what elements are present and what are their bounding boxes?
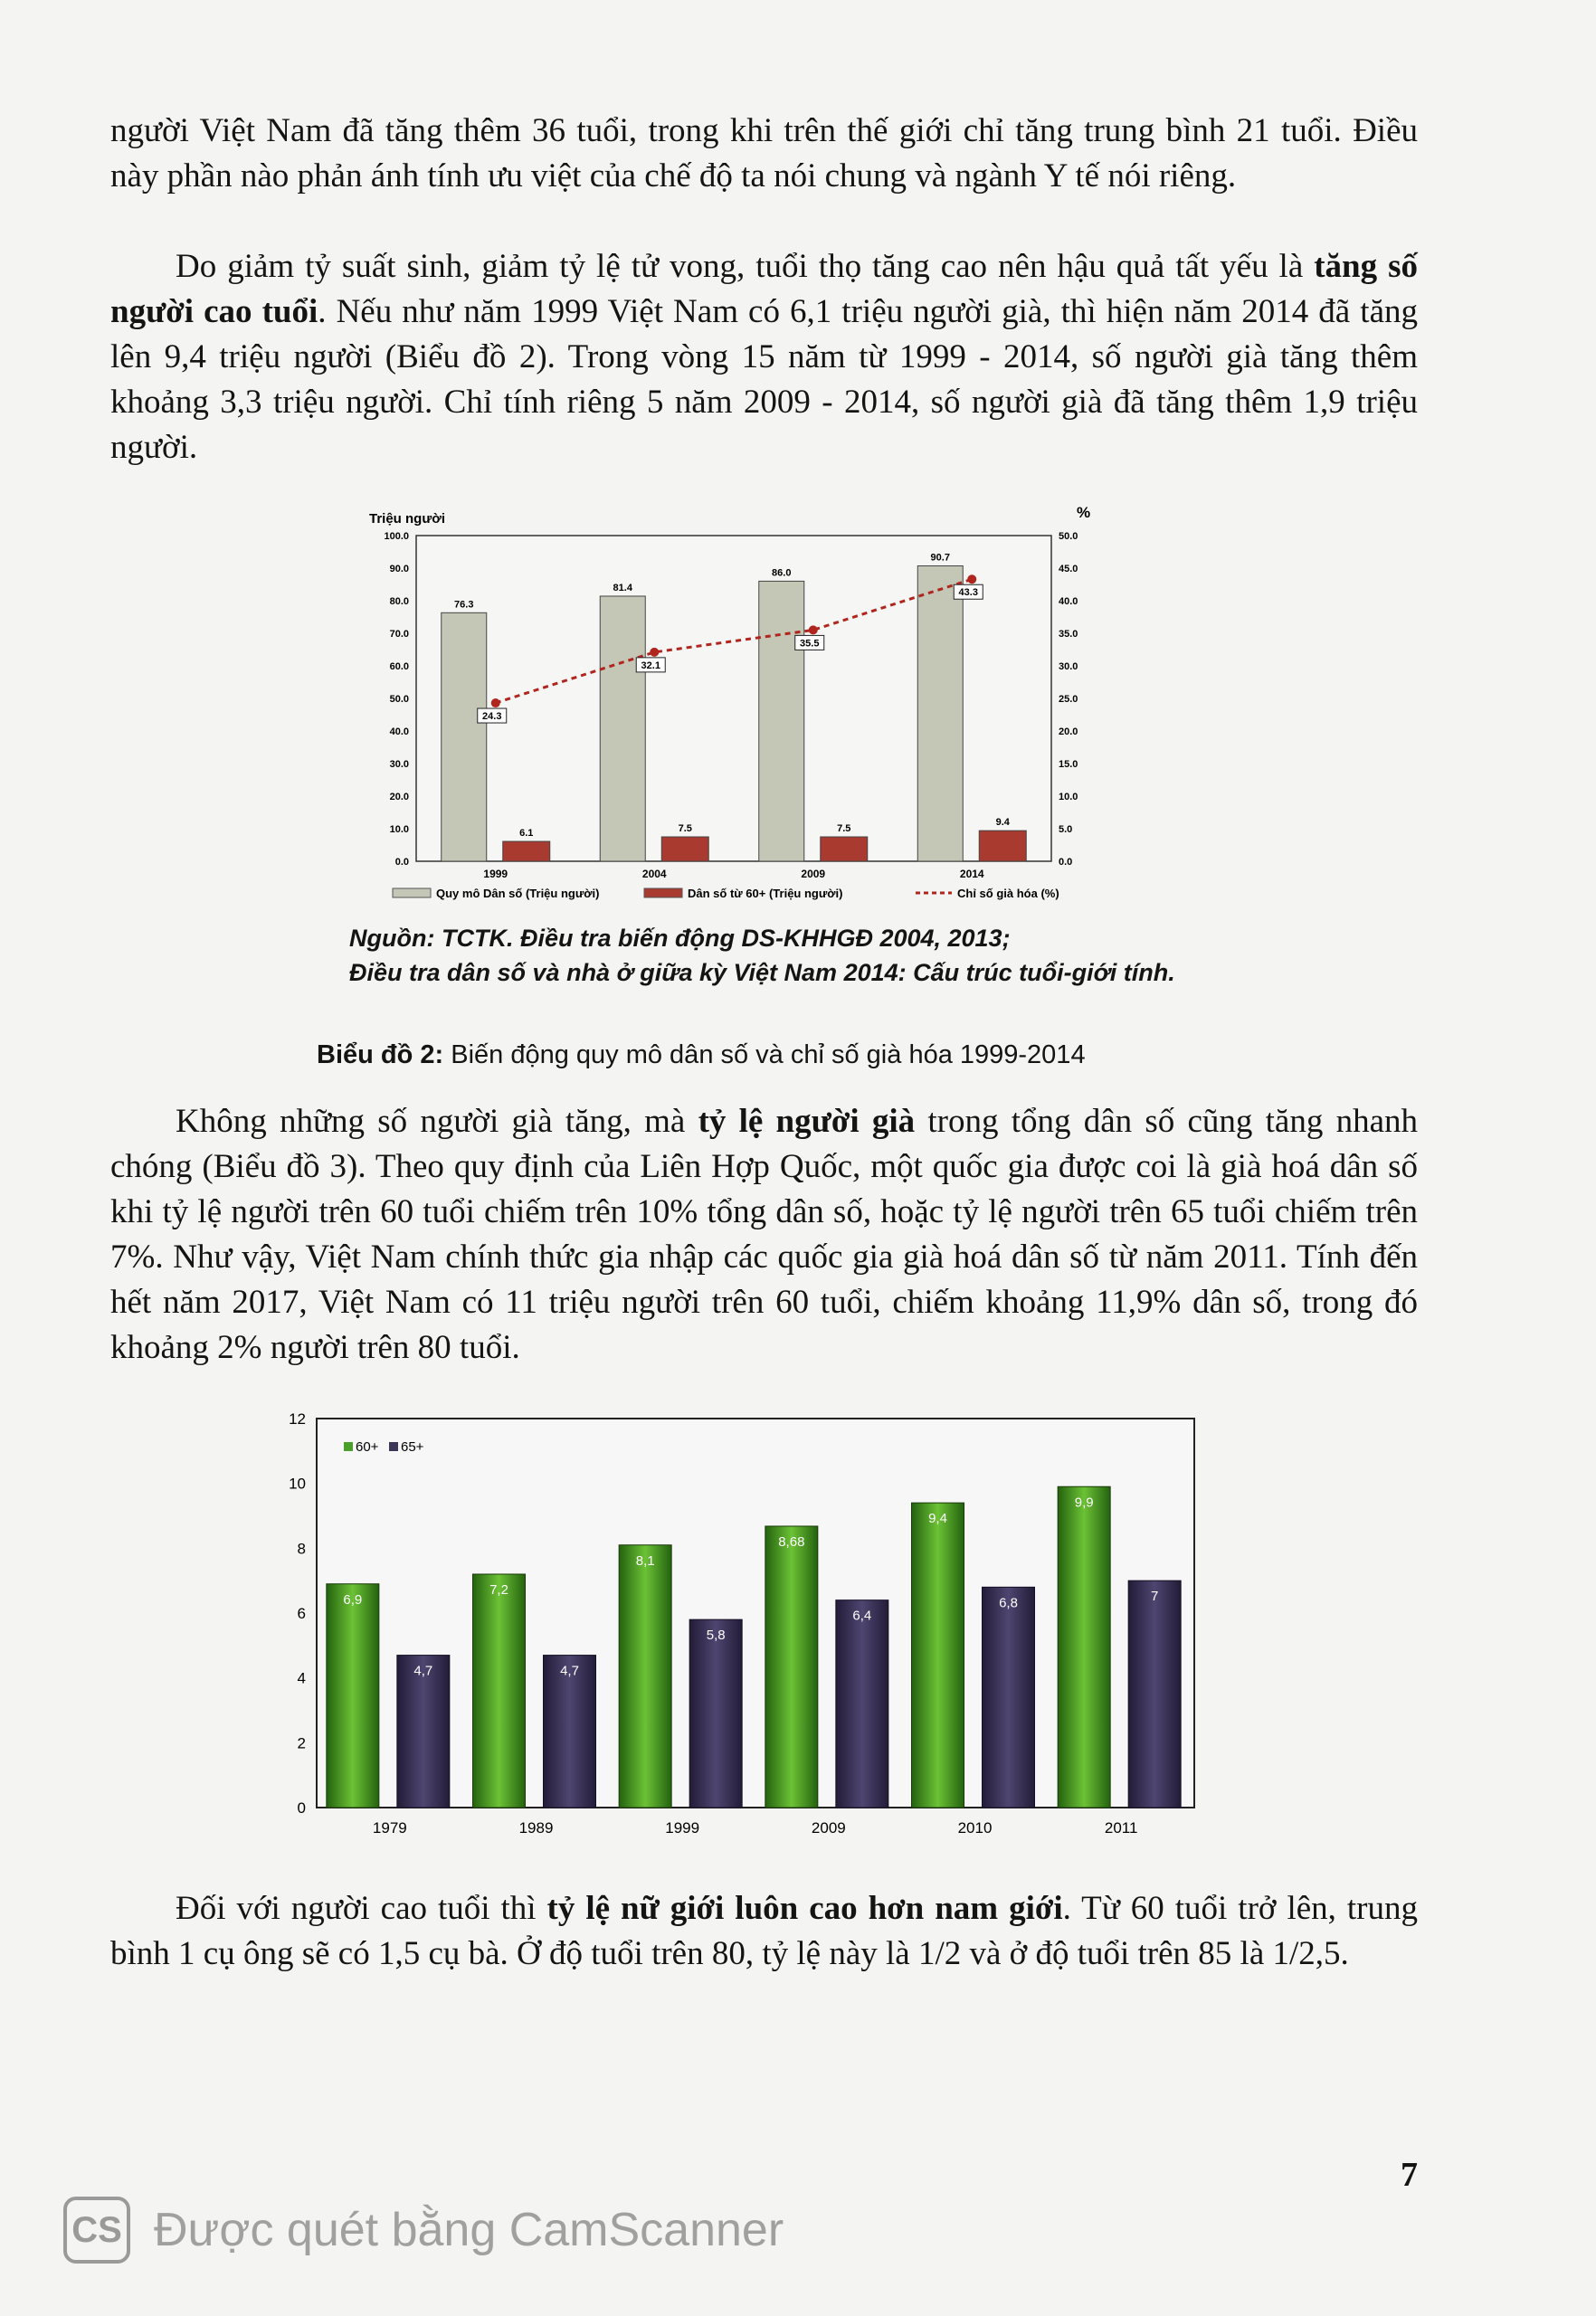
legend-swatch-elderly — [644, 888, 682, 897]
chart1-ytick-label: 70.0 — [389, 629, 409, 640]
chart2-bar-60plus — [327, 1584, 379, 1808]
chart1-ytick-label: 60.0 — [389, 661, 409, 672]
chart2-bar-60plus — [473, 1574, 526, 1808]
paragraph-2-lead: Do giảm tỷ suất sinh, giảm tỷ lệ tử vong, tuổi thọ tăng cao nên hậu quả tất yếu là — [176, 248, 1315, 285]
chart1-label-aging-index: 32.1 — [641, 660, 660, 671]
chart2-ytick-label: 6 — [297, 1605, 306, 1622]
chart1-caption-label: Biểu đồ 2: — [317, 1040, 444, 1069]
chart2-label-60plus: 7,2 — [489, 1582, 508, 1598]
chart1-ytick-label: 10.0 — [389, 824, 409, 835]
chart2-ytick-label: 4 — [297, 1669, 306, 1687]
paragraph-3-bold: tỷ lệ người già — [698, 1103, 916, 1140]
chart1-label-population: 76.3 — [454, 599, 474, 611]
chart2-bar-60plus — [765, 1526, 818, 1808]
chart2-label-60plus: 9,4 — [928, 1511, 947, 1527]
chart1-source-line2: Điều tra dân số và nhà ở giữa kỳ Việt Nam 2014: Cấu trúc tuổi-giới tính. — [349, 959, 1175, 986]
chart2-ytick-label: 10 — [289, 1475, 306, 1493]
legend-label-60plus: 60+ — [356, 1439, 379, 1455]
chart1-label-elderly: 7.5 — [837, 823, 851, 834]
chart1-label-aging-index: 24.3 — [482, 711, 502, 723]
paragraph-3 — [110, 1099, 1418, 1371]
paragraph-2 — [110, 244, 1418, 470]
chart1-point-aging-index — [809, 625, 818, 634]
chart1-y2tick-label: 20.0 — [1059, 726, 1078, 737]
legend-label-elderly: Dân số từ 60+ (Triệu người) — [688, 887, 843, 900]
chart1-ytick-label: 80.0 — [389, 596, 409, 607]
chart1-label-elderly: 6.1 — [519, 828, 534, 840]
chart1-xtick-label: 2004 — [641, 868, 667, 880]
chart2-bar-60plus — [912, 1503, 964, 1808]
camscanner-text: Được quét bằng CamScanner — [154, 2204, 784, 2256]
chart1-xtick-label: 1999 — [483, 868, 508, 880]
chart2-bar-65plus — [983, 1587, 1035, 1808]
legend-label-population: Quy mô Dân số (Triệu người) — [436, 887, 600, 900]
chart2-ytick-label: 2 — [297, 1734, 306, 1752]
chart2-bar-60plus — [619, 1545, 671, 1808]
chart2-bar-65plus — [836, 1600, 888, 1808]
chart2-label-65plus: 6,4 — [852, 1608, 872, 1624]
paragraph-4-lead: Đối với người cao tuổi thì — [176, 1890, 547, 1927]
chart2-xtick-label: 1999 — [665, 1819, 700, 1837]
chart1-legend — [393, 887, 1059, 900]
chart1-bar-elderly — [821, 837, 868, 861]
chart1-ytick-label: 0.0 — [394, 857, 409, 868]
chart1-label-population: 90.7 — [930, 552, 950, 564]
chart1-bar-elderly — [503, 841, 550, 861]
camscanner-logo-icon: CS — [63, 2197, 130, 2264]
chart1-label-population: 86.0 — [772, 567, 792, 579]
chart1-ytick-label: 50.0 — [389, 694, 409, 705]
paragraph-1: người Việt Nam đã tăng thêm 36 tuổi, trong khi trên thế giới chỉ tăng trung bình 21 tuổi. Điều này phần nào phản ánh tính ưu việt của chế độ ta nói chung và ngành Y tế nói riêng. — [110, 112, 1418, 195]
chart1-ytick-label: 90.0 — [389, 564, 409, 574]
camscanner-watermark — [63, 2197, 784, 2264]
chart1-source — [349, 921, 1344, 990]
chart1-point-aging-index — [967, 574, 976, 584]
page-number: 7 — [1401, 2156, 1418, 2194]
chart2-ytick-label: 0 — [297, 1799, 306, 1817]
chart1-y2tick-label: 35.0 — [1059, 629, 1078, 640]
chart1-y2tick-label: 45.0 — [1059, 564, 1078, 574]
chart1-ytick-label: 40.0 — [389, 726, 409, 737]
chart1-xtick-label: 2009 — [801, 868, 826, 880]
paragraph-4-rest: . Từ 60 tuổi trở lên, trung bình 1 cụ ông sẽ có 1,5 cụ bà. Ở độ tuổi trên 80, tỷ lệ này là 1/2 và ở độ tuổi trên 85 là 1/2,5. — [110, 1890, 1418, 1972]
chart2-bar-65plus — [1128, 1580, 1181, 1808]
chart1-caption — [317, 1040, 1312, 1070]
chart2-xtick-label: 2009 — [811, 1819, 846, 1837]
legend-label-aging-index: Chỉ số già hóa (%) — [957, 887, 1059, 900]
chart1-y2tick-label: 15.0 — [1059, 759, 1078, 770]
chart2-label-65plus: 6,8 — [999, 1595, 1018, 1611]
chart2-label-60plus: 8,68 — [778, 1533, 805, 1550]
chart2-bar-60plus — [1058, 1486, 1110, 1808]
legend-swatch-population — [393, 888, 431, 897]
chart2-ytick-label: 12 — [289, 1410, 306, 1428]
chart2-xtick-label: 2011 — [1104, 1819, 1138, 1837]
chart2-xtick-label: 2010 — [957, 1819, 993, 1837]
chart2-bar-65plus — [689, 1619, 742, 1808]
chart2-label-65plus: 7 — [1150, 1589, 1159, 1605]
chart1-bar-elderly — [661, 837, 708, 861]
chart2-xtick-label: 1979 — [372, 1819, 407, 1837]
chart1-point-aging-index — [650, 648, 659, 657]
chart1-label-aging-index: 35.5 — [800, 638, 820, 650]
chart1-bar-elderly — [979, 831, 1026, 861]
chart1-label-aging-index: 43.3 — [958, 587, 978, 599]
chart1-y2tick-label: 5.0 — [1059, 824, 1073, 835]
chart2-label-65plus: 4,7 — [560, 1663, 579, 1679]
chart1-ytick-label: 100.0 — [384, 531, 409, 542]
chart1-bar-population — [759, 581, 804, 861]
chart1-label-population: 81.4 — [613, 582, 632, 593]
chart1-bar-population — [917, 565, 963, 861]
paragraph-2-bold: tăng số người cao tuổi — [110, 248, 1418, 330]
paragraph-3-rest: trong tổng dân số cũng tăng nhanh chóng (Biểu đồ 3). Theo quy định của Liên Hợp Quốc, một quốc gia được coi là già hoá dân số khi tỷ lệ người trên 60 tuổi chiếm trên 10% tổng dân số, hoặc tỷ lệ người trên 65 tuổi chiếm trên 7%. Như vậy, Việt Nam chính thức gia nhập các quốc gia già hoá dân số từ năm 2011. Tính đến hết năm 2017, Việt Nam có 11 triệu người trên 60 tuổi, chiếm khoảng 11,9% dân số, trong đó khoảng 2% người trên 80 tuổi. — [110, 1103, 1419, 1366]
chart-elderly-share — [271, 1400, 1212, 1844]
chart1-bar-population — [442, 612, 487, 861]
chart-population-aging — [337, 498, 1133, 914]
legend-label-65plus: 65+ — [401, 1439, 424, 1455]
chart1-label-elderly: 7.5 — [678, 823, 692, 834]
chart1-right-unit: % — [1077, 504, 1091, 521]
chart1-caption-text: Biến động quy mô dân số và chỉ số già hóa 1999-2014 — [443, 1040, 1086, 1069]
chart1-point-aging-index — [491, 698, 500, 707]
paragraph-3-lead: Không những số người già tăng, mà — [176, 1103, 698, 1140]
chart2-xtick-label: 1989 — [518, 1819, 554, 1837]
chart1-y2tick-label: 25.0 — [1059, 694, 1078, 705]
chart2-label-65plus: 4,7 — [413, 1663, 433, 1679]
chart1-y2tick-label: 10.0 — [1059, 792, 1078, 802]
chart2-label-60plus: 9,9 — [1074, 1495, 1094, 1511]
chart1-y2tick-label: 30.0 — [1059, 661, 1078, 672]
chart1-source-line1: Nguồn: TCTK. Điều tra biến động DS-KHHGĐ 2004, 2013; — [349, 925, 1011, 952]
chart1-ytick-label: 20.0 — [389, 792, 409, 802]
paragraph-2-rest: . Nếu như năm 1999 Việt Nam có 6,1 triệu người già, thì hiện năm 2014 đã tăng lên 9,4 triệu người (Biểu đồ 2). Trong vòng 15 năm từ 1999 - 2014, số người già tăng thêm khoảng 3,3 triệu người. Chỉ tính riêng 5 năm 2009 - 2014, số người già đã tăng thêm 1,9 triệu người. — [110, 293, 1418, 466]
chart1-label-elderly: 9.4 — [995, 817, 1010, 829]
chart2-label-60plus: 8,1 — [635, 1552, 655, 1569]
paragraph-4-bold: tỷ lệ nữ giới luôn cao hơn nam giới — [546, 1890, 1063, 1927]
chart1-y2tick-label: 50.0 — [1059, 531, 1078, 542]
chart2-label-65plus: 5,8 — [706, 1628, 726, 1644]
chart1-y2tick-label: 0.0 — [1059, 857, 1073, 868]
chart1-y2tick-label: 40.0 — [1059, 596, 1078, 607]
paragraph-4 — [110, 1886, 1418, 1977]
chart1-left-unit: Triệu người — [369, 511, 446, 527]
chart1-ytick-label: 30.0 — [389, 759, 409, 770]
chart2-ytick-label: 8 — [297, 1540, 306, 1558]
chart2-label-60plus: 6,9 — [343, 1591, 363, 1608]
chart1-xtick-label: 2014 — [959, 868, 984, 880]
legend-swatch-65plus — [389, 1442, 398, 1451]
chart1-bar-population — [600, 596, 645, 861]
legend-swatch-60plus — [344, 1442, 353, 1451]
